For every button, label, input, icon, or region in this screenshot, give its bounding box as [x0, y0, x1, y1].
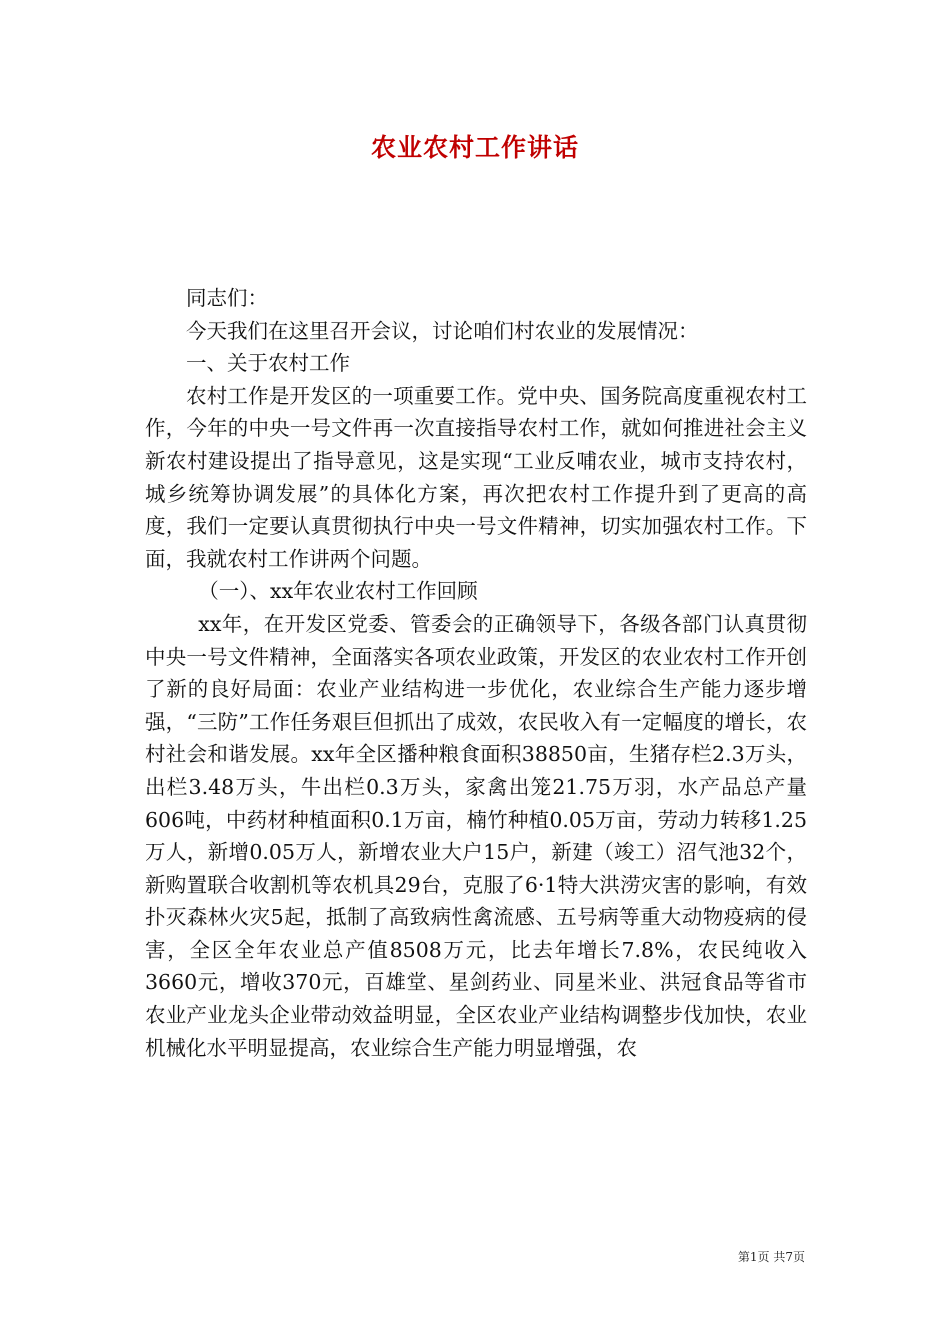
document-body	[145, 282, 807, 1064]
section-heading: 一、关于农村工作	[186, 351, 350, 376]
body-paragraph: 农村工作是开发区的一项重要工作。党中央、国务院高度重视农村工作，今年的中央一号文件再一次直接指导农村工作，就如何推进社会主义新农村建设提出了指导意见，这是实现“工业反哺农业，城市支持农村，城乡统筹协调发展”的具体化方案，再次把农村工作提升到了更高的高度，我们一定要认真贯彻执行中央一号文件精神，切实加强农村工作。下面，我就农村工作讲两个问题。	[145, 383, 807, 571]
document-title: 农业农村工作讲话	[370, 133, 579, 162]
subsection-heading: （一）、xx年农业农村工作回顾	[198, 579, 478, 604]
intro-paragraph: 今天我们在这里召开会议，讨论咱们村农业的发展情况：	[186, 318, 699, 343]
page-number: 第1页 共7页	[737, 1250, 805, 1264]
body-paragraph: xx年，在开发区党委、管委会的正确领导下，各级各部门认真贯彻中央一号文件精神，全面落实各项农业政策，开发区的农业农村工作开创了新的良好局面：农业产业结构进一步优化，农业综合生产能力逐步增强，“三防”工作任务艰巨但抓出了成效，农民收入有一定幅度的增长，农村社会和谐发展。xx年全区播种粮食面积38850亩，生猪存栏2.3万头，出栏3.48万头，牛出栏0.3万头，家禽出笼21.75万羽，水产品总产量606吨，中药材种植面积0.1万亩，楠竹种植0.05万亩，劳动力转移1.25万人，新增0.05万人，新增农业大户15户，新建（竣工）沼气池32个，新购置联合收割机等农机具29台，克服了6·1特大洪涝灾害的影响，有效扑灭森林火灾5起，抵制了高致病性禽流感、五号病等重大动物疫病的侵害，全区全年农业总产值8508万元，比去年增长7.8%，农民纯收入3660元，增收370元，百雄堂、星剑药业、同星米业、洪冠食品等省市农业产业龙头企业带动效益明显，全区农业产业结构调整步伐加快，农业机械化水平明显提高，农业综合生产能力明显增强，农	[145, 611, 807, 1060]
salutation-paragraph: 同志们：	[186, 286, 268, 310]
